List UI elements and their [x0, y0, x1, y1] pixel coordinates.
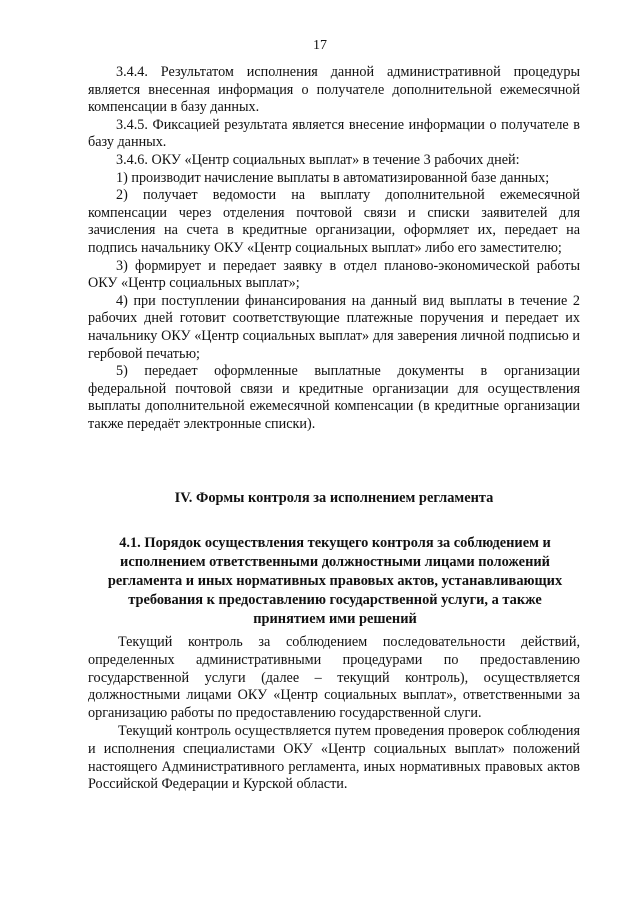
control-paragraph-2: Текущий контроль осуществляется путем проведения проверок соблюдения и исполнения специалистами ОКУ «Центр социальных выплат» положений настоящего Административного регламента, иных нормативных правовых актов Российской Федерации и Курской области.: [88, 722, 580, 793]
list-item-5: 5) передает оформленные выплатные документы в организации федеральной почтовой связи и кредитные организации для осуществления выплаты дополнительной ежемесячной компенсации (в кредитные организации также передаёт электронные списки).: [88, 363, 580, 432]
paragraph-3-4-6: 3.4.6. ОКУ «Центр социальных выплат» в течение 3 рабочих дней:: [116, 151, 520, 168]
control-text-block: [88, 634, 580, 794]
list-item-1: 1) производит начисление выплаты в автоматизированной базе данных;: [116, 169, 550, 186]
procedure-text-block: [88, 64, 580, 433]
list-item-2: 2) получает ведомости на выплату дополнительной ежемесячной компенсации через отделения почтовой связи и списки заявителей для зачисления на счета в кредитные организации, оформляет их, передает на подпись начальнику ОКУ «Центр социальных выплат» либо его заместителю;: [88, 187, 580, 256]
section-heading: IV. Формы контроля за исполнением регламента: [174, 490, 494, 506]
paragraph-3-4-5: 3.4.5. Фиксацией результата является внесение информации о получателе в базу данных.: [88, 116, 580, 151]
page-number: 17: [313, 38, 327, 53]
paragraph-3-4-4: 3.4.4. Результатом исполнения данной административной процедуры является внесенная информация о получателе дополнительной ежемесячной компенсации в базу данных.: [88, 64, 580, 116]
control-paragraph-1: Текущий контроль за соблюдением последовательности действий, определенных административными процедурами по предоставлению государственной услуги (далее – текущий контроль), осуществляется должностными лицами ОКУ «Центр социальных выплат», ответственными за организацию работы по предоставлению государственной слуги.: [88, 634, 580, 722]
subsection-heading: 4.1. Порядок осуществления текущего контроля за соблюдением и исполнением ответственными должностными лицами положений регламента и иных нормативных правовых актов, устанавливающих требования к предоставлению государственной услуги, а также принятием ими решений: [107, 535, 563, 627]
list-item-4: 4) при поступлении финансирования на данный вид выплаты в течение 2 рабочих дней готовит соответствующие платежные поручения и передает их начальнику ОКУ «Центр социальных выплат» для заверения личной подписью и гербовой печатью;: [88, 292, 580, 362]
list-item-3: 3) формирует и передает заявку в отдел планово-экономической работы ОКУ «Центр социальных выплат»;: [88, 257, 580, 292]
